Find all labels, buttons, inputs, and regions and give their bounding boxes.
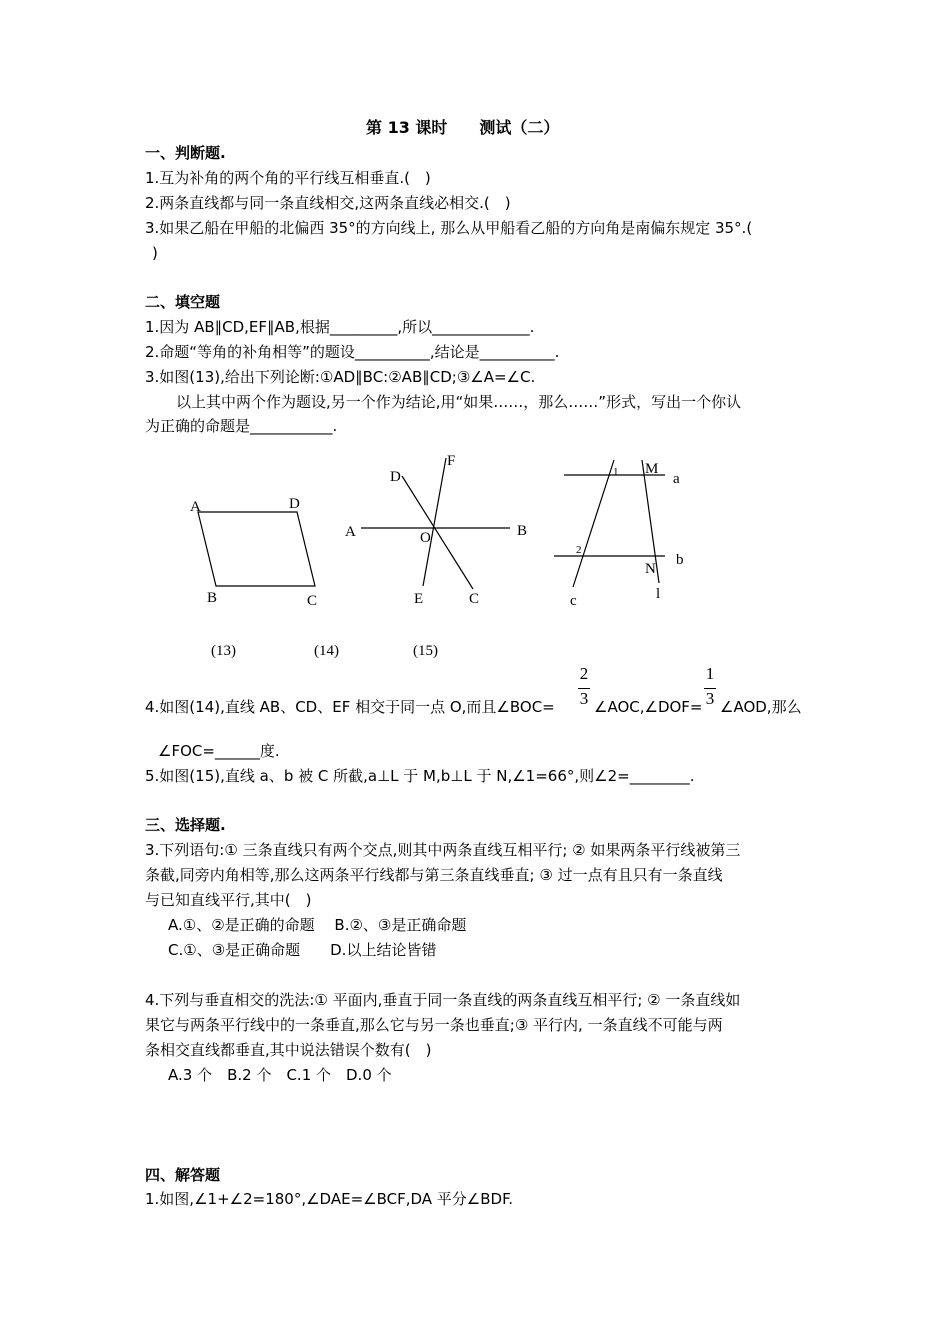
fig14-label-e: E — [414, 591, 424, 607]
s1-question-3: 3.如果乙船在甲船的北偏西 35°的方向线上, 那么从甲船看乙船的方向角是南偏东规定 35°.( — [145, 219, 753, 237]
line-dc — [402, 476, 473, 589]
figure-13 — [180, 490, 340, 615]
s3-question-4-options: A.3 个 B.2 个 C.1 个 D.0 个 — [168, 1066, 392, 1084]
fig15-label-m: M — [645, 461, 659, 477]
s2-question-4-part3: ∠AOD,那么 — [720, 698, 802, 716]
fraction-1-numerator: 2 — [579, 664, 589, 683]
page-title: 第 13 课时 测试（二） — [366, 118, 560, 137]
s1-question-2: 2.两条直线都与同一条直线相交,这两条直线必相交.( ) — [145, 194, 511, 212]
fig15-angle-2: 2 — [576, 544, 582, 556]
s2-question-1: 1.因为 AB∥CD,EF∥AB,根据_________,所以_____________. — [145, 318, 535, 336]
fig15-label-n: N — [645, 561, 656, 577]
fig14-label-d: D — [390, 469, 401, 485]
s3-question-4-line3: 条相交直线都垂直,其中说法错误个数有( ) — [145, 1041, 432, 1059]
fig15-label-a: a — [673, 471, 680, 487]
parallelogram-abcd — [198, 512, 315, 586]
line-c — [573, 460, 614, 587]
fig14-label-b: B — [517, 523, 528, 539]
s3-question-3-options-cd: C.①、③是正确命题 D.以上结论皆错 — [168, 941, 437, 959]
s2-question-2: 2.命题“等角的补角相等”的题设__________,结论是__________. — [145, 343, 560, 361]
s3-question-3-line2: 条截,同旁内角相等,那么这两条平行线都与第三条直线垂直; ③ 过一点有且只有一条直线 — [145, 866, 723, 884]
s3-question-3-line3: 与已知直线平行,其中( ) — [145, 891, 312, 909]
fig14-label-a: A — [345, 524, 356, 540]
fraction-1-denominator: 3 — [579, 689, 589, 708]
fig13-label-d: D — [289, 496, 300, 512]
fig14-label-c: C — [469, 591, 480, 607]
s3-question-3-options-ab: A.①、②是正确的命题 B.②、③是正确命题 — [168, 916, 467, 934]
s2-question-3-line3: 为正确的命题是___________. — [145, 417, 338, 435]
fig15-caption: (15) — [413, 643, 438, 659]
line-fe — [423, 458, 446, 586]
s3-question-4-line2: 果它与两条平行线中的一条垂直,那么它与另一条也垂直;③ 平行内, 一条直线不可能与两 — [145, 1016, 723, 1034]
s2-question-5: 5.如图(15),直线 a、b 被 C 所截,a⊥L 于 M,b⊥L 于 N,∠1=66°,则∠2=________. — [145, 767, 695, 785]
s2-question-3-line2: 以上其中两个作为题设,另一个作为结论,用“如果……，那么……”形式，写出一个你认 — [176, 393, 742, 411]
figure-15 — [548, 455, 708, 615]
s2-question-4-line2: ∠FOC=______度. — [158, 742, 280, 760]
section-4-heading: 四、解答题 — [145, 1166, 221, 1184]
fig13-label-a: A — [190, 499, 201, 515]
s4-question-1: 1.如图,∠1+∠2=180°,∠DAE=∠BCF,DA 平分∠BDF. — [145, 1190, 514, 1208]
section-2-heading: 二、填空题 — [145, 293, 221, 311]
s1-question-3-cont: ) — [152, 244, 158, 262]
s3-question-4: 4.下列与垂直相交的洗法:① 平面内,垂直于同一条直线的两条直线互相平行; ② 一条直线如 — [145, 991, 741, 1009]
figure-14 — [335, 448, 540, 613]
s3-question-3: 3.下列语句:① 三条直线只有两个交点,则其中两条直线互相平行; ② 如果两条平行线被第三 — [145, 841, 741, 859]
s1-question-1: 1.互为补角的两个角的平行线互相垂直.( ) — [145, 169, 431, 187]
fig14-label-f: F — [447, 453, 456, 469]
section-3-heading: 三、选择题. — [145, 816, 226, 834]
s2-question-4-part2: ∠AOC,∠DOF= — [594, 698, 703, 716]
fig14-caption: (14) — [314, 643, 339, 659]
fig13-caption: (13) — [211, 643, 236, 659]
fig15-angle-1: 1 — [613, 466, 619, 478]
fig15-label-b: b — [676, 552, 684, 568]
fraction-2-numerator: 1 — [705, 664, 715, 683]
fig15-label-c: c — [570, 593, 577, 609]
s2-question-3: 3.如图(13),给出下列论断:①AD∥BC:②AB∥CD;③∠A=∠C. — [145, 368, 536, 386]
section-1-heading: 一、判断题. — [145, 144, 226, 162]
fig15-label-l: l — [656, 586, 661, 602]
fig13-label-b: B — [207, 590, 218, 606]
fraction-2-denominator: 3 — [705, 689, 715, 708]
fig14-label-o: O — [420, 530, 431, 546]
fig13-label-c: C — [307, 593, 318, 609]
s2-question-4: 4.如图(14),直线 AB、CD、EF 相交于同一点 O,而且∠BOC= — [145, 698, 555, 716]
